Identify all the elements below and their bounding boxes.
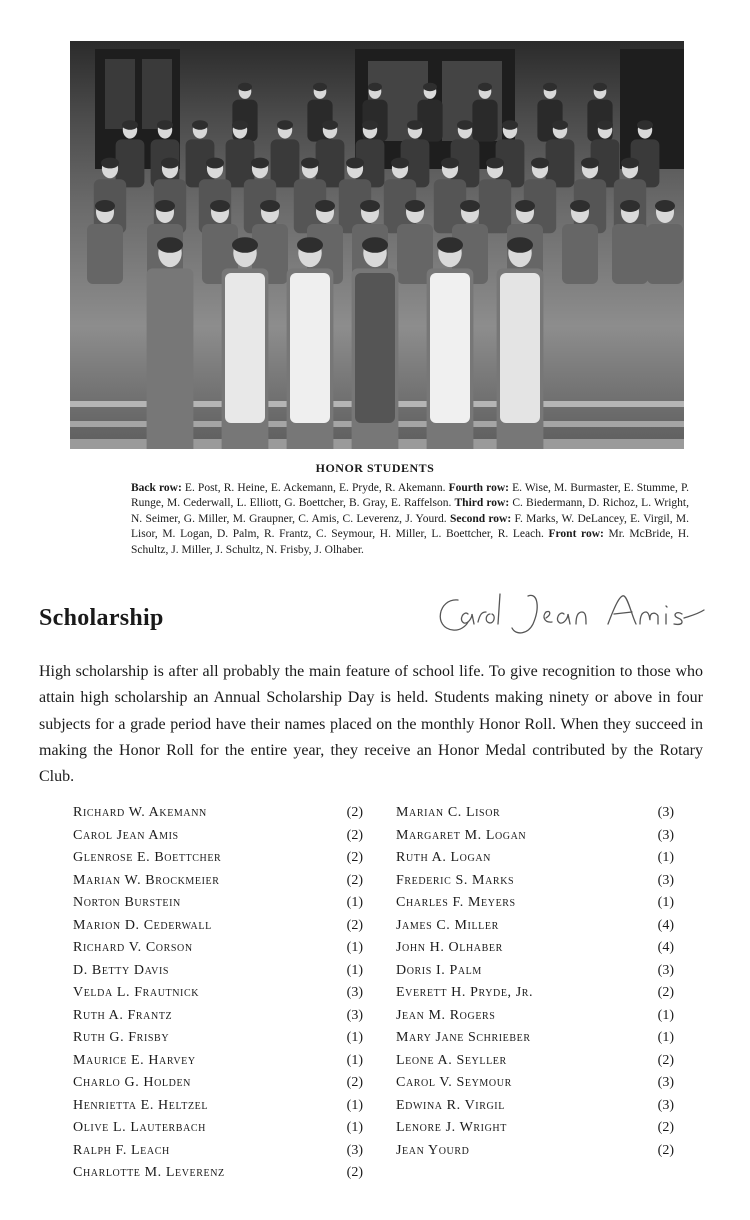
person-hair [251, 158, 269, 169]
person-hair [360, 200, 380, 212]
honor-roll-row [396, 1008, 674, 1031]
person-clothing [500, 273, 540, 423]
honor-roll-row [73, 1143, 363, 1166]
person-body [147, 268, 194, 449]
caption-row-label: Third row: [454, 497, 510, 510]
honor-count: (2) [346, 827, 363, 843]
caption-row-label: Back row: [131, 482, 182, 494]
caption-row-label: Second row: [449, 512, 512, 525]
person-hair [637, 120, 653, 130]
honor-roll-row [396, 850, 674, 873]
person-hair [423, 83, 437, 91]
honor-count: (3) [657, 1097, 674, 1113]
honor-count: (3) [346, 1007, 363, 1023]
honor-count: (2) [346, 805, 363, 820]
student-name: Charlo G. Holden [73, 1075, 191, 1090]
honor-count: (1) [657, 1007, 674, 1023]
person-hair [346, 158, 364, 169]
group-photo [70, 41, 684, 449]
person-hair [457, 120, 473, 130]
honor-count: (2) [346, 1075, 363, 1090]
person-body [472, 100, 497, 142]
honor-count: (1) [346, 962, 363, 978]
honor-count: (2) [657, 1052, 674, 1068]
honor-roll-row [396, 985, 674, 1008]
student-name: Margaret M. Logan [396, 827, 527, 843]
person-hair [206, 158, 224, 169]
honor-roll-row [396, 940, 674, 963]
student-name: Richard W. Akemann [73, 805, 207, 820]
person-hair [515, 200, 535, 212]
person-hair [543, 83, 557, 91]
honor-roll-list-right [396, 805, 674, 1165]
student-name: Richard V. Corson [73, 940, 193, 955]
student-name: D. Betty Davis [73, 962, 170, 978]
student-name: Doris I. Palm [396, 962, 482, 978]
student-name: Marian W. Brockmeier [73, 872, 220, 888]
student-name: Leone A. Seyller [396, 1052, 507, 1068]
person-hair [322, 120, 338, 130]
honor-roll-row [73, 1098, 363, 1121]
person-hair [620, 200, 640, 212]
honor-count: (3) [657, 962, 674, 978]
caption-row-names: E. Wise, M. Burmaster, E. Stumme, P. Runge, M. Cederwall, L. Elliott, G. Boettcher, B. Gray, E. Raffelson. [131, 482, 690, 510]
honor-roll-row [396, 1053, 674, 1076]
person-hair [313, 83, 327, 91]
honor-count: (3) [346, 985, 363, 1000]
person-hair [362, 237, 388, 253]
honor-roll-row [73, 1053, 363, 1076]
person-body [647, 224, 683, 284]
honor-count: (4) [657, 940, 674, 955]
honor-roll-row [73, 918, 363, 941]
person-clothing [355, 273, 395, 423]
person-hair [362, 120, 378, 130]
person-hair [407, 120, 423, 130]
student-name: Charlotte M. Leverenz [73, 1165, 225, 1180]
scholarship-paragraph: High scholarship is after all probably the main feature of school life. To give recognition to those who attain high scholarship an Annual Scholarship Day is held. Students making ninety or above in four subjects for a grade period have their names placed on the monthly Honor Roll. When they succeed in making the Honor Roll for the entire year, they receive an Honor Medal contributed by the Rotary Club. [39, 663, 703, 786]
caption-row-names: Mr. McBride, H. Schultz, J. Miller, J. Schultz, N. Frisby, J. Olhaber. [131, 528, 689, 556]
person-hair [238, 83, 252, 91]
honor-roll-row [73, 873, 363, 896]
person-hair [570, 200, 590, 212]
honor-roll-row [73, 1075, 363, 1098]
person-hair [277, 120, 293, 130]
honor-count: (3) [657, 872, 674, 888]
honor-count: (4) [657, 917, 674, 933]
honor-roll-row [396, 1075, 674, 1098]
honor-count: (2) [657, 1120, 674, 1135]
person-body [417, 100, 442, 142]
student-name: Edwina R. Virgil [396, 1097, 505, 1113]
person-body [562, 224, 598, 284]
person-body [271, 139, 300, 187]
honor-count: (1) [346, 895, 363, 910]
person-clothing [430, 273, 470, 423]
student-name: Frederic S. Marks [396, 872, 515, 888]
honor-count: (2) [346, 872, 363, 888]
student-name: Jean M. Rogers [396, 1007, 496, 1023]
section-heading: Scholarship [39, 605, 164, 631]
honor-roll-row [73, 828, 363, 851]
honor-count: (3) [657, 805, 674, 820]
honor-count: (1) [657, 895, 674, 910]
honor-count: (1) [346, 1097, 363, 1113]
caption-row-label: Front row: [548, 528, 604, 541]
honor-count: (2) [346, 850, 363, 865]
student-name: James C. Miller [396, 917, 499, 933]
honor-roll-row [73, 850, 363, 873]
person-hair [95, 200, 115, 212]
student-name: Carol Jean Amis [73, 827, 179, 843]
person-hair [232, 237, 258, 253]
honor-roll-row [73, 985, 363, 1008]
honor-roll-row [396, 1098, 674, 1121]
person-hair [155, 200, 175, 212]
person-hair [391, 158, 409, 169]
honor-count: (1) [346, 1030, 363, 1045]
honor-count: (1) [657, 850, 674, 865]
student-name: Charles F. Meyers [396, 895, 516, 910]
person-hair [621, 158, 639, 169]
person-hair [315, 200, 335, 212]
student-name: Henrietta E. Heltzel [73, 1097, 209, 1113]
honor-roll-row [396, 895, 674, 918]
person-hair [460, 200, 480, 212]
honor-roll-row [73, 1008, 363, 1031]
person-hair [531, 158, 549, 169]
honor-roll-row [396, 1030, 674, 1053]
caption-row-names: E. Post, R. Heine, E. Ackemann, E. Pryde, R. Akemann. [181, 482, 449, 494]
person-hair [260, 200, 280, 212]
honor-roll-row [73, 963, 363, 986]
honor-roll-row [396, 1120, 674, 1143]
student-name: Ruth A. Logan [396, 850, 491, 865]
student-name: Everett H. Pryde, Jr. [396, 985, 534, 1000]
person-clothing [225, 273, 265, 423]
person-hair [478, 83, 492, 91]
group-photo-illustration [70, 41, 684, 449]
photo-caption-title: HONOR STUDENTS [315, 461, 435, 475]
student-name: Jean Yourd [396, 1142, 470, 1158]
student-name: Marion D. Cederwall [73, 917, 212, 933]
student-name: Glenrose E. Boettcher [73, 850, 222, 865]
caption-row-names: C. Biedermann, D. Richoz, L. Wright, N. Seimer, G. Miller, M. Graupner, C. Amis, C. Leverenz, J. Yourd. [131, 497, 689, 525]
person-hair [581, 158, 599, 169]
student-name: Olive L. Lauterbach [73, 1120, 206, 1135]
student-name: Norton Burstein [73, 895, 181, 910]
person-hair [157, 237, 183, 253]
honor-roll-row [73, 895, 363, 918]
person-hair [210, 200, 230, 212]
student-name: Velda L. Frautnick [73, 985, 200, 1000]
person-hair [593, 83, 607, 91]
person-hair [101, 158, 119, 169]
student-name: Maurice E. Harvey [73, 1052, 196, 1068]
person-hair [405, 200, 425, 212]
person-hair [297, 237, 323, 253]
honor-roll-row [396, 805, 674, 828]
photo-caption [131, 481, 689, 558]
student-name: Lenore J. Wright [396, 1120, 507, 1135]
honor-count: (1) [346, 1052, 363, 1068]
student-name: Carol V. Seymour [396, 1075, 512, 1090]
person-hair [157, 120, 173, 130]
honor-roll-row [73, 1030, 363, 1053]
caption-row-label: Fourth row: [448, 482, 509, 494]
honor-roll-list-left [73, 805, 363, 1188]
handwritten-signature [428, 588, 713, 645]
person-hair [597, 120, 613, 130]
honor-roll-row [73, 1120, 363, 1143]
honor-roll-row [73, 1165, 363, 1188]
person-hair [486, 158, 504, 169]
person-hair [301, 158, 319, 169]
student-name: John H. Olhaber [396, 940, 503, 955]
person-hair [161, 158, 179, 169]
honor-roll-row [396, 963, 674, 986]
person-hair [502, 120, 518, 130]
person-body [612, 224, 648, 284]
person-hair [552, 120, 568, 130]
person-hair [122, 120, 138, 130]
student-name: Mary Jane Schrieber [396, 1030, 531, 1045]
honor-roll-row [73, 805, 363, 828]
caption-row-names: F. Marks, W. DeLancey, E. Virgil, M. Lisor, M. Logan, D. Palm, R. Frantz, C. Seymour, H. Miller, L. Boettcher, R. Leach. [131, 512, 689, 541]
person-hair [655, 200, 675, 212]
person-body [87, 224, 123, 284]
person-hair [507, 237, 533, 253]
honor-roll-row [396, 828, 674, 851]
honor-count: (2) [346, 917, 363, 933]
person-hair [192, 120, 208, 130]
student-name: Ralph F. Leach [73, 1142, 170, 1158]
person-hair [232, 120, 248, 130]
honor-roll-row [396, 1143, 674, 1166]
honor-count: (3) [657, 1075, 674, 1090]
person-clothing [290, 273, 330, 423]
honor-count: (1) [346, 1120, 363, 1135]
honor-count: (3) [346, 1142, 363, 1158]
student-name: Marian C. Lisor [396, 805, 501, 820]
honor-count: (1) [657, 1030, 674, 1045]
honor-roll-row [396, 873, 674, 896]
honor-count: (2) [346, 1165, 363, 1180]
student-name: Ruth A. Frantz [73, 1007, 173, 1023]
honor-count: (3) [657, 827, 674, 843]
honor-roll-row [73, 940, 363, 963]
student-name: Ruth G. Frisby [73, 1030, 170, 1045]
honor-roll-row [396, 918, 674, 941]
person-hair [441, 158, 459, 169]
honor-count: (2) [657, 1142, 674, 1158]
honor-count: (2) [657, 985, 674, 1000]
person-hair [368, 83, 382, 91]
honor-count: (1) [346, 940, 363, 955]
person-hair [437, 237, 463, 253]
